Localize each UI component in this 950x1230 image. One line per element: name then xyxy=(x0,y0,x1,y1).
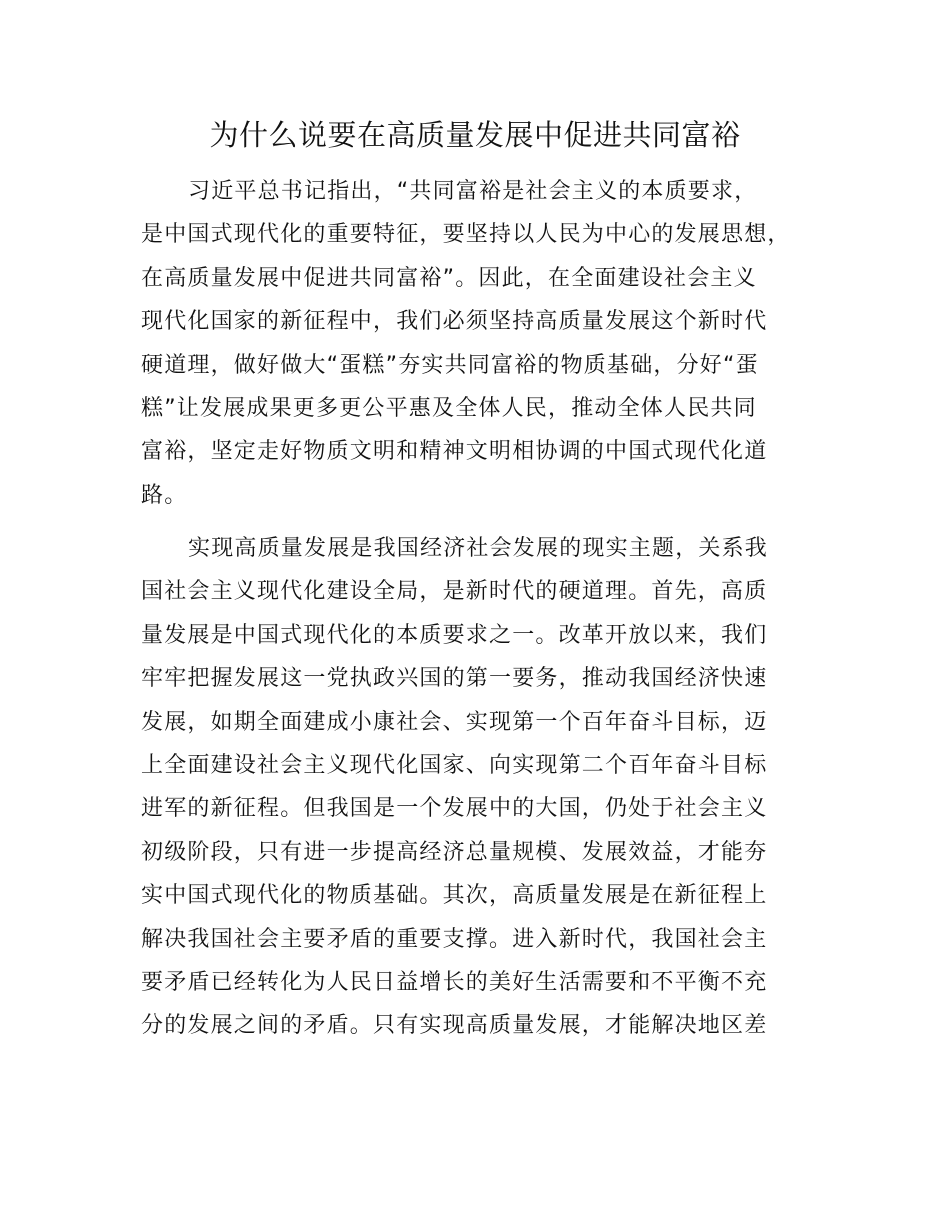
paragraph-line: 实中国式现代化的物质基础。其次，高质量发展是在新征程上 xyxy=(141,883,768,909)
paragraph-line: 习近平总书记指出，“共同富裕是社会主义的本质要求， xyxy=(188,179,758,204)
paragraph-line: 糕”让发展成果更多更公平惠及全体人民，推动全体人民共同 xyxy=(141,395,757,421)
paragraph-1 xyxy=(141,170,821,517)
paragraph-line: 路。 xyxy=(141,482,188,508)
paragraph-line: 进军的新征程。但我国是一个发展中的大国，仍处于社会主义 xyxy=(141,796,768,822)
paragraph-line: 是中国式现代化的重要特征，要坚持以人民为中心的发展思想， xyxy=(141,222,791,248)
paragraph-line: 在高质量发展中促进共同富裕”。因此，在全面建设社会主义 xyxy=(141,265,757,291)
paragraph-line: 富裕，坚定走好物质文明和精神文明相协调的中国式现代化道 xyxy=(141,439,768,465)
paragraph-line: 要矛盾已经转化为人民日益增长的美好生活需要和不平衡不充 xyxy=(141,969,768,995)
paragraph-line: 初级阶段，只有进一步提高经济总量规模、发展效益，才能夯 xyxy=(141,839,768,865)
document-title: 为什么说要在高质量发展中促进共同富裕 xyxy=(209,118,741,152)
paragraph-line: 分的发展之间的矛盾。只有实现高质量发展，才能解决地区差 xyxy=(141,1013,768,1039)
paragraph-line: 牢牢把握发展这一党执政兴国的第一要务，推动我国经济快速 xyxy=(141,666,768,692)
paragraph-line: 上全面建设社会主义现代化国家、向实现第二个百年奋斗目标 xyxy=(141,752,768,778)
paragraph-2 xyxy=(141,527,821,1048)
paragraph-line: 解决我国社会主要矛盾的重要支撑。进入新时代，我国社会主 xyxy=(141,926,768,952)
paragraph-line: 现代化国家的新征程中，我们必须坚持高质量发展这个新时代 xyxy=(141,309,768,335)
paragraph-line: 硬道理，做好做大“蛋糕”夯实共同富裕的物质基础，分好“蛋 xyxy=(141,352,759,378)
paragraph-line: 实现高质量发展是我国经济社会发展的现实主题，关系我 xyxy=(188,536,769,561)
paragraph-line: 发展，如期全面建成小康社会、实现第一个百年奋斗目标，迈 xyxy=(141,709,768,735)
paragraph-line: 国社会主义现代化建设全局，是新时代的硬道理。首先，高质 xyxy=(141,579,768,605)
paragraph-line: 量发展是中国式现代化的本质要求之一。改革开放以来，我们 xyxy=(141,622,768,648)
